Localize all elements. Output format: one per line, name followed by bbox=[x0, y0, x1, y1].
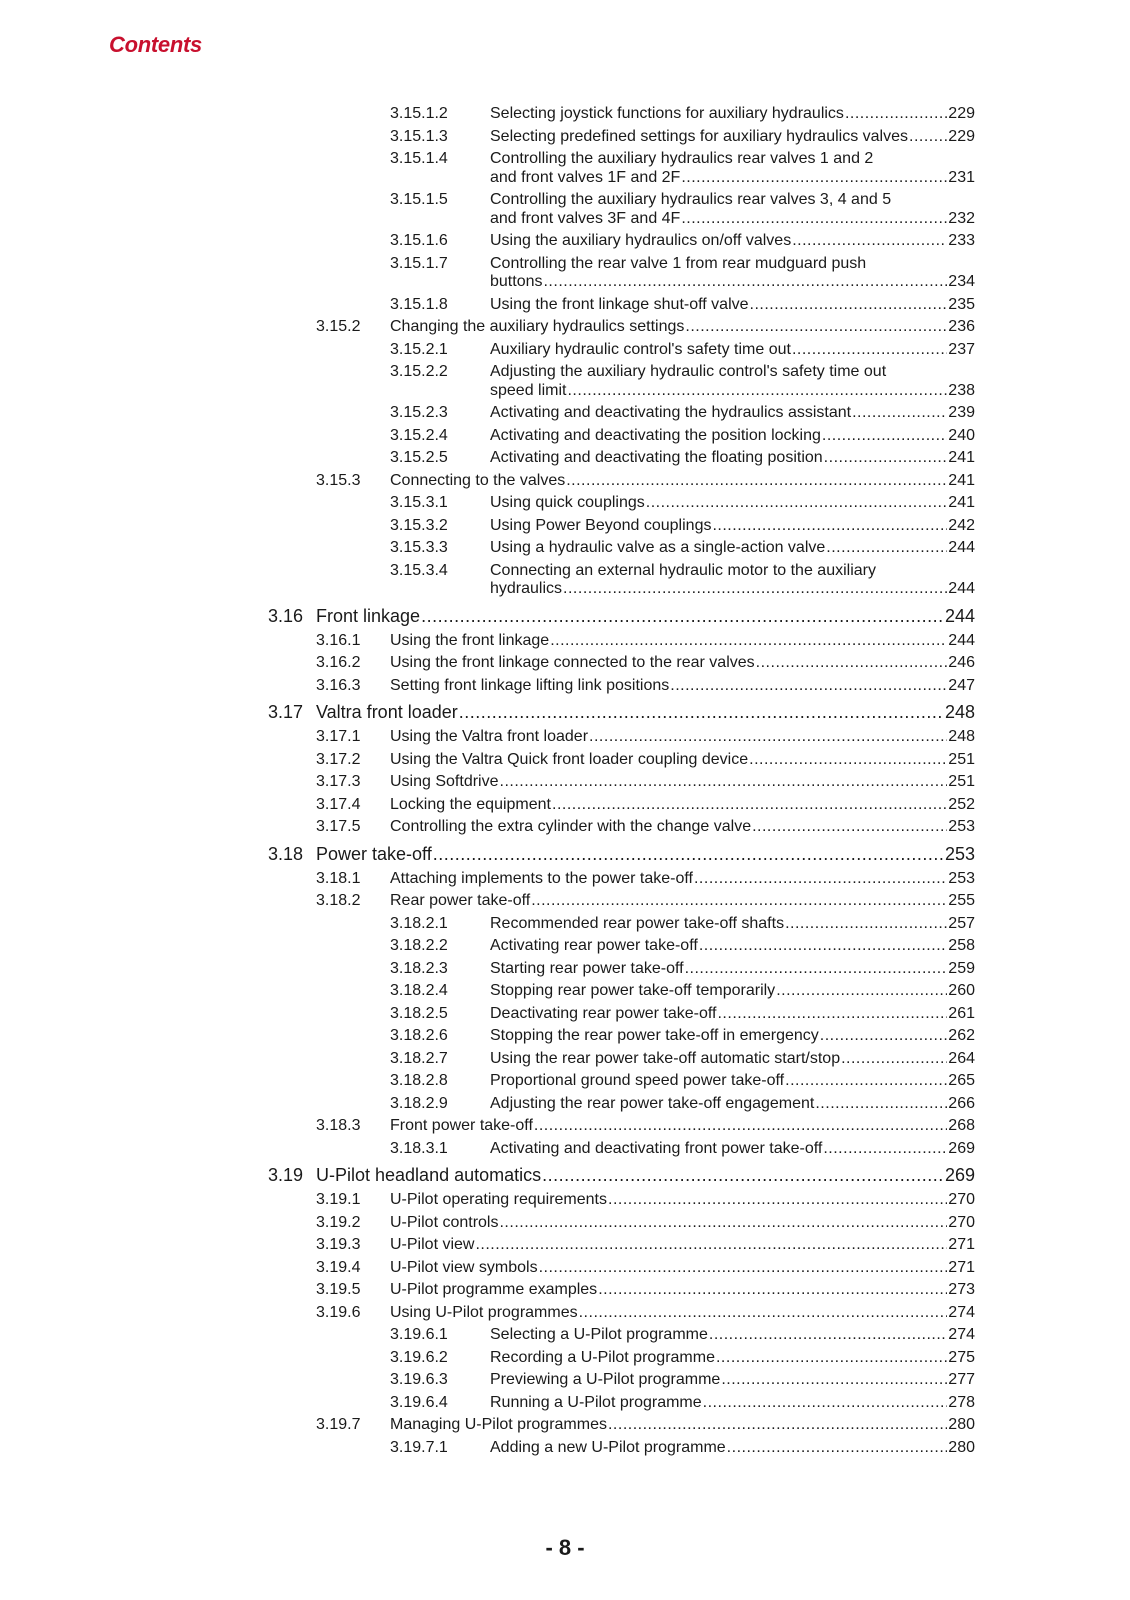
toc-entry[interactable] bbox=[316, 795, 975, 814]
toc-entry[interactable] bbox=[316, 1213, 975, 1232]
toc-entry-title: Activating and deactivating the position locking bbox=[490, 426, 821, 444]
dot-leader bbox=[563, 579, 947, 598]
toc-entry-number: 3.18.2.9 bbox=[390, 1094, 448, 1112]
toc-entry-number: 3.18 bbox=[268, 843, 304, 864]
toc-entry-title: Recording a U-Pilot programme bbox=[490, 1348, 715, 1366]
toc-entry-number: 3.17.1 bbox=[316, 728, 361, 745]
toc-entry-number: 3.16 bbox=[268, 605, 304, 626]
toc-entry-title: Using the front linkage shut-off valve bbox=[490, 295, 749, 313]
toc-entry-number: 3.15.1.6 bbox=[390, 232, 448, 249]
toc-entry-number: 3.16.2 bbox=[316, 654, 361, 671]
toc-entry-page: 266 bbox=[948, 1094, 975, 1112]
toc-entry-number: 3.19.3 bbox=[316, 1236, 361, 1253]
toc-entry-page: 274 bbox=[948, 1326, 975, 1343]
toc-entry[interactable] bbox=[390, 403, 975, 422]
toc-entry-page: 248 bbox=[944, 702, 975, 722]
toc-entry[interactable] bbox=[316, 1258, 975, 1277]
dot-leader bbox=[703, 1393, 948, 1412]
toc-entry-number: 3.15.2.4 bbox=[390, 426, 448, 444]
toc-entry-page: 253 bbox=[948, 818, 975, 835]
toc-entry-number: 3.19.7.1 bbox=[390, 1438, 448, 1456]
toc-entry-page: 265 bbox=[948, 1072, 975, 1089]
dot-leader bbox=[750, 295, 948, 314]
toc-entry-number: 3.18.3.1 bbox=[390, 1139, 448, 1157]
toc-entry-number: 3.15.1.5 bbox=[390, 191, 448, 208]
toc-entry-title: Front power take-off bbox=[390, 1117, 533, 1134]
toc-entry-page: 242 bbox=[948, 516, 975, 534]
dot-leader bbox=[534, 1116, 947, 1135]
toc-entry-number: 3.17.2 bbox=[316, 750, 361, 768]
toc-entry-page: 251 bbox=[948, 750, 975, 768]
toc-entry-page: 275 bbox=[948, 1348, 975, 1366]
toc-entry[interactable] bbox=[390, 1071, 975, 1090]
toc-entry[interactable] bbox=[316, 1116, 975, 1135]
toc-entry-page: 264 bbox=[948, 1049, 975, 1067]
dot-leader bbox=[542, 1165, 944, 1186]
toc-entry[interactable] bbox=[390, 254, 975, 291]
dot-leader bbox=[792, 340, 947, 359]
toc-entry-number: 3.16.1 bbox=[316, 631, 361, 649]
toc-entry-title: Controlling the extra cylinder with the change valve bbox=[390, 818, 752, 835]
dot-leader bbox=[421, 606, 944, 627]
toc-entry[interactable] bbox=[390, 295, 975, 314]
toc-entry-page: 235 bbox=[948, 295, 975, 313]
toc-entry-title: Changing the auxiliary hydraulics settings bbox=[390, 318, 685, 335]
toc-entry-page: 244 bbox=[948, 580, 975, 597]
toc-entry[interactable] bbox=[316, 471, 975, 490]
toc-entry-number: 3.18.1 bbox=[316, 869, 361, 887]
toc-entry-number: 3.16.3 bbox=[316, 676, 361, 694]
toc-entry-number: 3.19.6.4 bbox=[390, 1393, 448, 1411]
dot-leader bbox=[543, 272, 947, 291]
toc-entry-page: 244 bbox=[944, 605, 975, 626]
toc-entry[interactable] bbox=[390, 149, 975, 186]
toc-entry-page: 271 bbox=[948, 1236, 975, 1253]
toc-entry[interactable] bbox=[390, 448, 975, 467]
toc-entry-page: 258 bbox=[948, 937, 975, 954]
toc-entry[interactable] bbox=[390, 516, 975, 535]
dot-leader bbox=[531, 891, 947, 910]
toc-entry-number: 3.18.2.4 bbox=[390, 982, 448, 999]
dot-leader bbox=[681, 209, 947, 228]
toc-entry[interactable] bbox=[390, 190, 975, 227]
toc-entry-title: Connecting to the valves bbox=[390, 471, 566, 489]
toc-entry-page: 238 bbox=[948, 381, 975, 399]
toc-entry-page: 241 bbox=[948, 494, 975, 511]
toc-entry[interactable] bbox=[268, 606, 975, 627]
toc-entry-title: U-Pilot view symbols bbox=[390, 1258, 538, 1276]
toc-entry-title: Proportional ground speed power take-off bbox=[490, 1072, 785, 1089]
toc-entry-number: 3.17 bbox=[268, 702, 304, 722]
toc-entry-title: and front valves 1F and 2F bbox=[490, 168, 681, 186]
toc-entry-title: U-Pilot operating requirements bbox=[390, 1191, 607, 1208]
toc-entry-number: 3.19.7 bbox=[316, 1416, 361, 1433]
dot-leader bbox=[826, 538, 947, 557]
toc-entry-title: Power take-off bbox=[316, 843, 432, 864]
toc-entry-number: 3.19.6 bbox=[316, 1303, 361, 1321]
toc-entry-title: Using the front linkage bbox=[390, 631, 550, 649]
toc-entry-page: 244 bbox=[948, 539, 975, 556]
toc-entry-title: Activating and deactivating the floating position bbox=[490, 449, 823, 466]
dot-leader bbox=[823, 1139, 947, 1158]
toc-entry-number: 3.18.2 bbox=[316, 892, 361, 909]
toc-entry-page: 234 bbox=[948, 273, 975, 290]
toc-entry-page: 259 bbox=[948, 959, 975, 977]
dot-leader bbox=[685, 317, 947, 336]
toc-entry-number: 3.15.2.1 bbox=[390, 340, 448, 358]
toc-entry[interactable] bbox=[316, 1303, 975, 1322]
toc-entry-title: Controlling the auxiliary hydraulics rear valves 1 and 2 bbox=[490, 150, 874, 167]
toc-entry-number: 3.15.2.5 bbox=[390, 449, 448, 466]
toc-entry-title: Auxiliary hydraulic control's safety time out bbox=[490, 340, 791, 358]
toc-entry-title: Starting rear power take-off bbox=[490, 959, 684, 977]
dot-leader bbox=[685, 959, 948, 978]
dot-leader bbox=[756, 653, 948, 672]
toc-entry-page: 244 bbox=[948, 631, 975, 649]
toc-entry[interactable] bbox=[390, 1393, 975, 1412]
toc-entry-title: Selecting predefined settings for auxiliary hydraulics valves bbox=[490, 127, 908, 145]
toc-entry[interactable] bbox=[316, 891, 975, 910]
toc-entry[interactable] bbox=[316, 676, 975, 695]
toc-entry-page: 269 bbox=[948, 1139, 975, 1157]
toc-entry-number: 3.15.3.2 bbox=[390, 516, 448, 534]
toc-entry-title: Rear power take-off bbox=[390, 892, 531, 909]
toc-entry-number: 3.15.1.2 bbox=[390, 105, 448, 122]
toc-entry-number: 3.19 bbox=[268, 1165, 304, 1185]
toc-entry[interactable] bbox=[316, 750, 975, 769]
toc-entry[interactable] bbox=[390, 1049, 975, 1068]
toc-entry[interactable] bbox=[390, 1325, 975, 1344]
toc-entry[interactable] bbox=[390, 104, 975, 123]
toc-entry-page: 261 bbox=[948, 1004, 975, 1022]
toc-entry-title: Adjusting the rear power take-off engagement bbox=[490, 1094, 815, 1112]
toc-entry-number: 3.15.2.2 bbox=[390, 363, 448, 380]
dot-leader bbox=[749, 750, 947, 769]
toc-entry-page: 270 bbox=[948, 1213, 975, 1231]
toc-entry-page: 278 bbox=[948, 1393, 975, 1411]
toc-entry-title: Deactivating rear power take-off bbox=[490, 1004, 717, 1022]
toc-entry-page: 251 bbox=[948, 773, 975, 790]
dot-leader bbox=[459, 702, 944, 723]
toc-entry[interactable] bbox=[390, 1438, 975, 1457]
dot-leader bbox=[500, 772, 948, 791]
toc-entry-number: 3.15.1.8 bbox=[390, 295, 448, 313]
toc-entry-title: Recommended rear power take-off shafts bbox=[490, 914, 785, 932]
toc-entry[interactable] bbox=[268, 1165, 975, 1186]
toc-entry-number: 3.19.5 bbox=[316, 1281, 361, 1298]
toc-entry-title: buttons bbox=[490, 273, 543, 290]
toc-entry-number: 3.15.1.7 bbox=[390, 254, 448, 272]
toc-entry-number: 3.19.4 bbox=[316, 1258, 361, 1276]
toc-entry-title: Managing U-Pilot programmes bbox=[390, 1416, 607, 1433]
dot-leader bbox=[567, 381, 947, 400]
toc-entry-page: 229 bbox=[948, 127, 975, 145]
dot-leader bbox=[475, 1235, 947, 1254]
toc-entry-page: 273 bbox=[948, 1281, 975, 1298]
toc-entry-page: 247 bbox=[948, 676, 975, 694]
dot-leader bbox=[694, 869, 947, 888]
toc-entry-page: 268 bbox=[948, 1117, 975, 1134]
toc-entry-title: Activating and deactivating front power take-off bbox=[490, 1139, 823, 1157]
dot-leader bbox=[792, 231, 947, 250]
toc-entry-number: 3.18.2.6 bbox=[390, 1027, 448, 1044]
dot-leader bbox=[433, 844, 944, 865]
toc-entry-page: 253 bbox=[944, 843, 975, 864]
toc-entry-title: Selecting joystick functions for auxiliary hydraulics bbox=[490, 105, 844, 122]
toc-entry[interactable] bbox=[316, 631, 975, 650]
toc-entry-title: Connecting an external hydraulic motor to the auxiliary bbox=[490, 561, 876, 579]
dot-leader bbox=[852, 403, 947, 422]
toc-entry[interactable] bbox=[316, 653, 975, 672]
toc-entry[interactable] bbox=[390, 340, 975, 359]
toc-entry-page: 236 bbox=[948, 318, 975, 335]
toc-entry[interactable] bbox=[268, 844, 975, 865]
toc-entry-page: 241 bbox=[948, 449, 975, 466]
toc-entry-number: 3.15.3 bbox=[316, 471, 361, 489]
dot-leader bbox=[785, 1071, 947, 1090]
dot-leader bbox=[709, 1325, 947, 1344]
toc-entry[interactable] bbox=[316, 727, 975, 746]
toc-entry[interactable] bbox=[316, 1415, 975, 1434]
dot-leader bbox=[608, 1415, 947, 1434]
toc-entry-page: 241 bbox=[948, 471, 975, 489]
toc-entry-title: Controlling the rear valve 1 from rear mudguard push bbox=[490, 254, 867, 272]
toc-entry-number: 3.18.2.8 bbox=[390, 1072, 448, 1089]
toc-entry-number: 3.18.2.7 bbox=[390, 1049, 448, 1067]
toc-entry[interactable] bbox=[390, 981, 975, 1000]
toc-entry-title: Using a hydraulic valve as a single-action valve bbox=[490, 539, 826, 556]
toc-entry-page: 253 bbox=[948, 869, 975, 887]
toc-entry[interactable] bbox=[390, 426, 975, 445]
toc-entry[interactable] bbox=[390, 936, 975, 955]
toc-entry-title: Previewing a U-Pilot programme bbox=[490, 1371, 721, 1388]
toc-entry-page: 239 bbox=[948, 404, 975, 421]
toc-entry-page: 231 bbox=[948, 168, 975, 186]
toc-entry-title: Adjusting the auxiliary hydraulic control's safety time out bbox=[490, 363, 887, 380]
toc-entry-page: 269 bbox=[944, 1165, 975, 1185]
toc-entry-title: Using the auxiliary hydraulics on/off valves bbox=[490, 232, 792, 249]
toc-entry-number: 3.15.3.1 bbox=[390, 494, 448, 511]
toc-entry-number: 3.17.4 bbox=[316, 795, 361, 813]
toc-entry-number: 3.15.2 bbox=[316, 318, 361, 335]
toc-entry[interactable] bbox=[316, 772, 975, 791]
dot-leader bbox=[752, 817, 947, 836]
toc-entry[interactable] bbox=[390, 561, 975, 598]
dot-leader bbox=[608, 1190, 947, 1209]
toc-entry[interactable] bbox=[316, 817, 975, 836]
toc-entry[interactable] bbox=[316, 1235, 975, 1254]
toc-entry-title: Activating and deactivating the hydraulics assistant bbox=[490, 404, 852, 421]
toc-entry-number: 3.15.2.3 bbox=[390, 404, 448, 421]
toc-entry[interactable] bbox=[390, 1026, 975, 1045]
toc-entry-page: 229 bbox=[948, 105, 975, 122]
dot-leader bbox=[552, 795, 947, 814]
toc-entry-title: Locking the equipment bbox=[390, 795, 551, 813]
dot-leader bbox=[721, 1370, 947, 1389]
dot-leader bbox=[909, 127, 947, 146]
toc-entry[interactable] bbox=[390, 959, 975, 978]
toc-entry-title: U-Pilot headland automatics bbox=[316, 1165, 542, 1185]
page-number: - 8 - bbox=[545, 1535, 585, 1560]
toc-entry-page: 252 bbox=[948, 795, 975, 813]
toc-entry[interactable] bbox=[316, 869, 975, 888]
dot-leader bbox=[845, 104, 947, 123]
toc-entry-page: 246 bbox=[948, 654, 975, 671]
toc-entry-page: 262 bbox=[948, 1027, 975, 1044]
dot-leader bbox=[841, 1049, 947, 1068]
toc-entry-page: 280 bbox=[948, 1416, 975, 1433]
dot-leader bbox=[716, 1348, 947, 1367]
toc-entry[interactable] bbox=[390, 538, 975, 557]
toc-entry-number: 3.19.6.3 bbox=[390, 1371, 448, 1388]
toc-entry-number: 3.18.2.2 bbox=[390, 937, 448, 954]
toc-entry-title: hydraulics bbox=[490, 580, 563, 597]
toc-entry-title: Using the rear power take-off automatic start/stop bbox=[490, 1049, 841, 1067]
dot-leader bbox=[589, 727, 947, 746]
toc-entry-number: 3.17.5 bbox=[316, 818, 361, 835]
toc-entry-page: 233 bbox=[948, 232, 975, 249]
toc-entry-number: 3.19.1 bbox=[316, 1191, 361, 1208]
toc-entry-title: and front valves 3F and 4F bbox=[490, 209, 681, 227]
toc-entry-number: 3.18.2.5 bbox=[390, 1004, 448, 1022]
toc-entry-title: U-Pilot controls bbox=[390, 1213, 499, 1231]
toc-entry-title: Front linkage bbox=[316, 605, 421, 626]
dot-leader bbox=[712, 516, 947, 535]
toc-entry-number: 3.15.3.4 bbox=[390, 561, 448, 579]
toc-entry-page: 237 bbox=[948, 340, 975, 358]
toc-entry[interactable] bbox=[390, 127, 975, 146]
toc-entry[interactable] bbox=[390, 1139, 975, 1158]
toc-entry[interactable] bbox=[316, 1280, 975, 1299]
toc-entry-title: Stopping the rear power take-off in emergency bbox=[490, 1027, 819, 1044]
toc-entry-title: Using U-Pilot programmes bbox=[390, 1303, 578, 1321]
toc-entry[interactable] bbox=[316, 317, 975, 336]
toc-entry-title: Selecting a U-Pilot programme bbox=[490, 1326, 708, 1343]
toc-entry-number: 3.17.3 bbox=[316, 773, 361, 790]
toc-entry-number: 3.15.3.3 bbox=[390, 539, 448, 556]
toc-entry-page: 240 bbox=[948, 426, 975, 444]
dot-leader bbox=[681, 168, 947, 187]
toc-entry[interactable] bbox=[390, 914, 975, 933]
toc-entry[interactable] bbox=[390, 493, 975, 512]
toc-entry[interactable] bbox=[316, 1190, 975, 1209]
toc-entry-title: Using Power Beyond couplings bbox=[490, 516, 712, 534]
dot-leader bbox=[598, 1280, 947, 1299]
dot-leader bbox=[815, 1094, 947, 1113]
toc-entry-title: Using the front linkage connected to the rear valves bbox=[390, 654, 755, 671]
toc-entry[interactable] bbox=[390, 231, 975, 250]
toc-entry-page: 232 bbox=[948, 209, 975, 227]
contents-header-link[interactable]: Contents bbox=[109, 32, 202, 57]
dot-leader bbox=[579, 1303, 948, 1322]
dot-leader bbox=[499, 1213, 947, 1232]
dot-leader bbox=[824, 448, 948, 467]
toc-entry-number: 3.18.2.1 bbox=[390, 914, 448, 932]
dot-leader bbox=[727, 1438, 948, 1457]
dot-leader bbox=[699, 936, 947, 955]
toc-entry-title: Adding a new U-Pilot programme bbox=[490, 1438, 726, 1456]
toc-entry-title: Activating rear power take-off bbox=[490, 937, 698, 954]
toc-entry-title: U-Pilot programme examples bbox=[390, 1281, 598, 1298]
toc-entry-title: Using the Valtra Quick front loader coupling device bbox=[390, 750, 749, 768]
toc-entry-number: 3.18.3 bbox=[316, 1117, 361, 1134]
dot-leader bbox=[670, 676, 947, 695]
toc-entry[interactable] bbox=[390, 1370, 975, 1389]
toc-entry-page: 280 bbox=[948, 1438, 975, 1456]
dot-leader bbox=[822, 426, 947, 445]
toc-entry-page: 248 bbox=[948, 728, 975, 745]
toc-entry-number: 3.19.6.1 bbox=[390, 1326, 448, 1343]
toc-entry-page: 271 bbox=[948, 1258, 975, 1276]
toc-entry-number: 3.15.1.4 bbox=[390, 150, 448, 167]
toc-entry-title: Valtra front loader bbox=[316, 702, 458, 722]
toc-entry-title: U-Pilot view bbox=[390, 1236, 475, 1253]
toc-entry[interactable] bbox=[390, 362, 975, 399]
dot-leader bbox=[539, 1258, 948, 1277]
toc-entry-page: 255 bbox=[948, 892, 975, 909]
toc-entry[interactable] bbox=[390, 1348, 975, 1367]
toc-entry-title: Attaching implements to the power take-off bbox=[390, 869, 693, 887]
toc-entry-page: 260 bbox=[948, 982, 975, 999]
dot-leader bbox=[785, 914, 947, 933]
toc-entry-title: Using quick couplings bbox=[490, 494, 645, 511]
toc-entry-title: Using the Valtra front loader bbox=[390, 728, 589, 745]
toc-entry[interactable] bbox=[390, 1094, 975, 1113]
dot-leader bbox=[550, 631, 947, 650]
toc-entry[interactable] bbox=[390, 1004, 975, 1023]
dot-leader bbox=[566, 471, 947, 490]
toc-entry-page: 270 bbox=[948, 1191, 975, 1208]
toc-entry-number: 3.19.6.2 bbox=[390, 1348, 448, 1366]
toc-entry-title: speed limit bbox=[490, 381, 567, 399]
toc-entry-title: Controlling the auxiliary hydraulics rear valves 3, 4 and 5 bbox=[490, 191, 892, 208]
dot-leader bbox=[776, 981, 947, 1000]
toc-entry-title: Stopping rear power take-off temporarily bbox=[490, 982, 776, 999]
toc-entry-page: 257 bbox=[948, 914, 975, 932]
dot-leader bbox=[717, 1004, 947, 1023]
toc-entry[interactable] bbox=[268, 702, 975, 723]
dot-leader bbox=[646, 493, 948, 512]
toc-entry-page: 274 bbox=[948, 1303, 975, 1321]
toc-entry-number: 3.15.1.3 bbox=[390, 127, 448, 145]
toc-entry-number: 3.18.2.3 bbox=[390, 959, 448, 977]
toc-entry-title: Setting front linkage lifting link positions bbox=[390, 676, 670, 694]
toc-entry-title: Using Softdrive bbox=[390, 773, 499, 790]
toc-entry-number: 3.19.2 bbox=[316, 1213, 361, 1231]
dot-leader bbox=[820, 1026, 948, 1045]
toc-entry-page: 277 bbox=[948, 1371, 975, 1388]
toc-entry-title: Running a U-Pilot programme bbox=[490, 1393, 702, 1411]
